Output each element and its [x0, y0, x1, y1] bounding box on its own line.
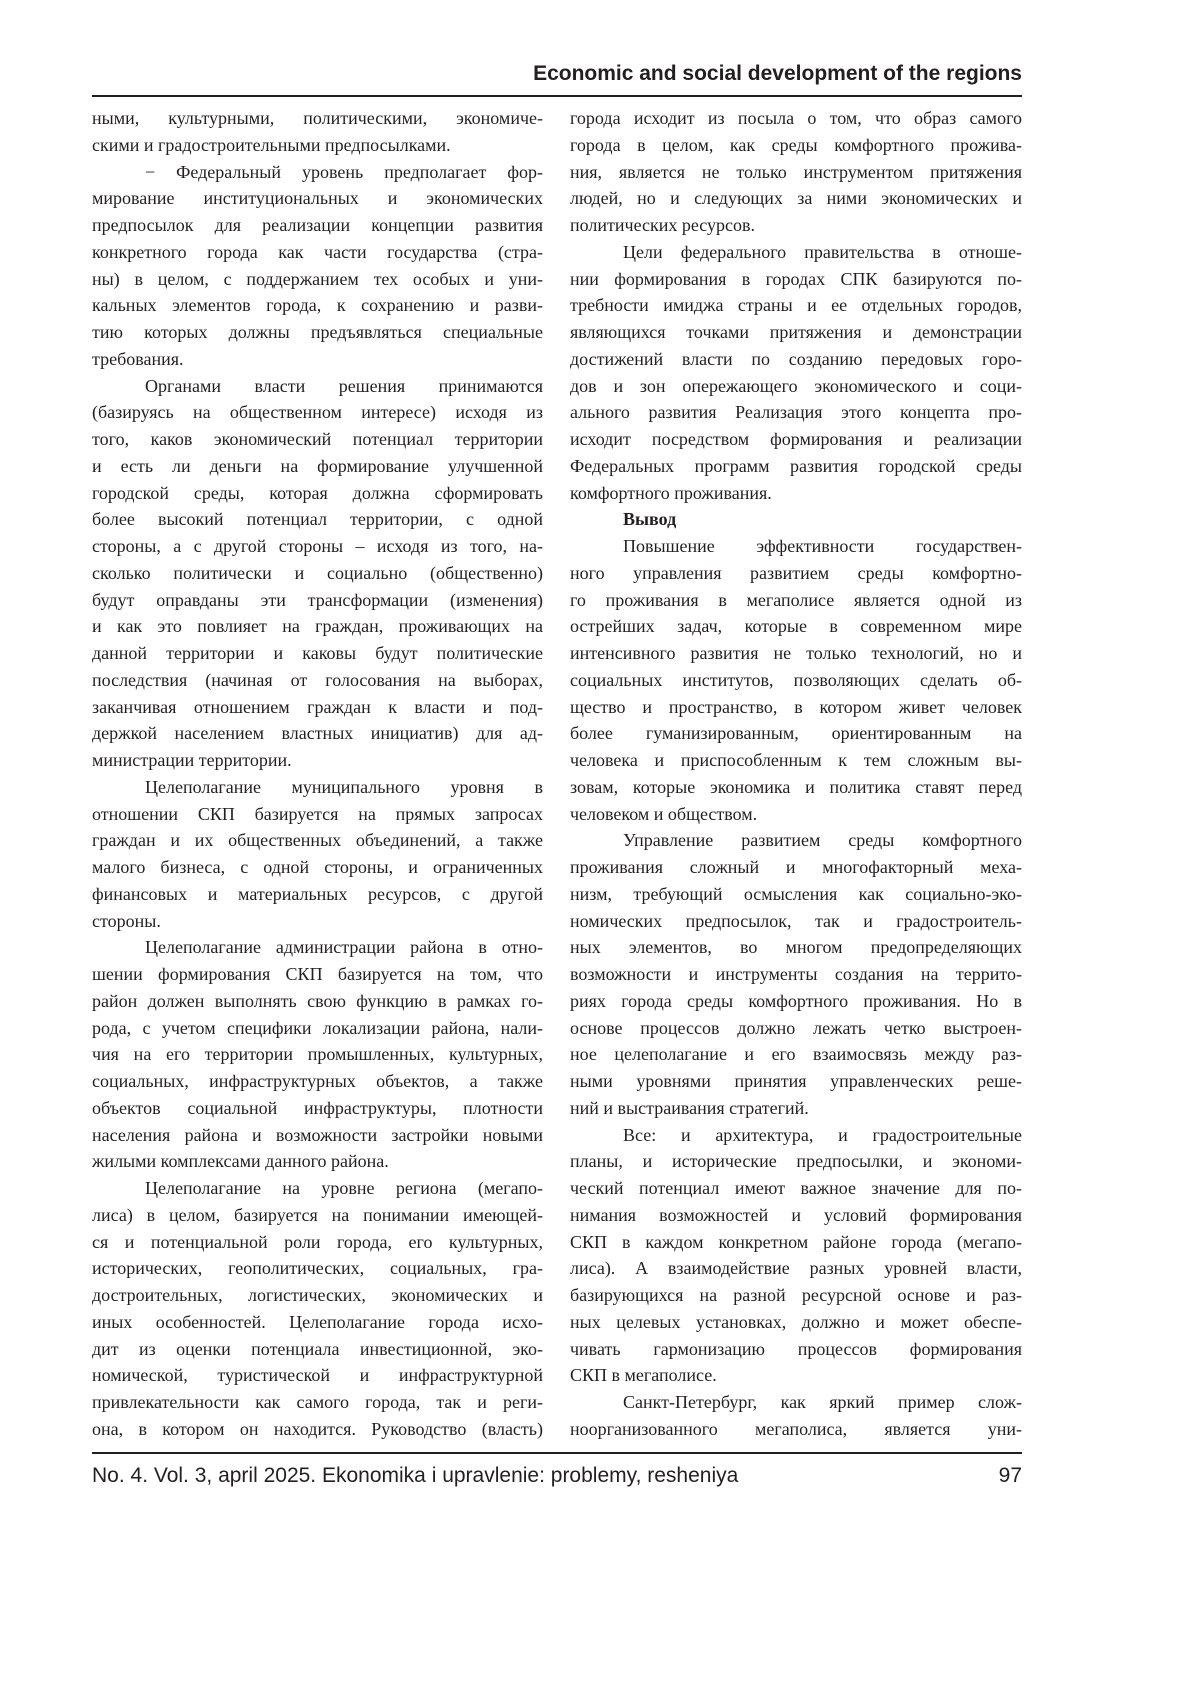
- text-line: рода, с учетом специфики локализации района, нали-: [92, 1015, 543, 1042]
- text-line: мирование институциональных и экономических: [92, 185, 543, 212]
- text-line: достижений власти по созданию передовых горо-: [570, 346, 1022, 373]
- text-line: человека и приспособленным к тем сложным вы-: [570, 747, 1022, 774]
- paragraph: [92, 159, 543, 373]
- text-line: нии формирования в городах СПК базируются по-: [570, 266, 1022, 293]
- text-line: острейших задач, которые в современном мире: [570, 613, 1022, 640]
- text-line: жилыми комплексами данного района.: [92, 1148, 543, 1175]
- text-line: финансовых и материальных ресурсов, с другой: [92, 881, 543, 908]
- text-line: граждан и их общественных объединений, а также: [92, 827, 543, 854]
- paragraph: [570, 1389, 1022, 1443]
- text-line: номической, туристической и инфраструктурной: [92, 1362, 543, 1389]
- text-line: Целеполагание администрации района в отно-: [92, 934, 543, 961]
- paragraph: [570, 533, 1022, 827]
- paragraph: [570, 239, 1022, 507]
- paragraph: [92, 105, 543, 159]
- text-line: социальных институтов, позволяющих сделать об-: [570, 667, 1022, 694]
- text-line: социальных, инфраструктурных объектов, а также: [92, 1068, 543, 1095]
- text-line: человеком и обществом.: [570, 801, 1022, 828]
- text-line: отношении СКП базируется на прямых запросах: [92, 801, 543, 828]
- text-line: Целеполагание муниципального уровня в: [92, 774, 543, 801]
- text-line: (базируясь на общественном интересе) исходя из: [92, 399, 543, 426]
- paragraph: [92, 774, 543, 935]
- footer-divider: [92, 1452, 1022, 1454]
- text-line: населения района и возможности застройки новыми: [92, 1122, 543, 1149]
- paragraph: [92, 373, 543, 774]
- text-line: объектов социальной инфраструктуры, плотности: [92, 1095, 543, 1122]
- text-line: нимания возможностей и условий формирования: [570, 1202, 1022, 1229]
- paragraph: [92, 1175, 543, 1443]
- text-line: Повышение эффективности государствен-: [570, 533, 1022, 560]
- paragraph: [570, 1122, 1022, 1390]
- text-line: риях города среды комфортного проживания. Но в: [570, 988, 1022, 1015]
- text-line: СКП в каждом конкретном районе города (мегапо-: [570, 1229, 1022, 1256]
- text-line: требования.: [92, 346, 543, 373]
- text-line: ся и потенциальной роли города, его культурных,: [92, 1229, 543, 1256]
- paragraph: [570, 827, 1022, 1121]
- text-line: министрации территории.: [92, 747, 543, 774]
- text-line: ны) в целом, с поддержанием тех особых и уни-: [92, 266, 543, 293]
- text-line: Санкт-Петербург, как яркий пример слож-: [570, 1389, 1022, 1416]
- text-line: малого бизнеса, с одной стороны, и ограниченных: [92, 854, 543, 881]
- text-line: иных особенностей. Целеполагание города исхо-: [92, 1309, 543, 1336]
- text-line: Федеральных программ развития городской среды: [570, 453, 1022, 480]
- text-line: кальных элементов города, к сохранению и разви-: [92, 292, 543, 319]
- text-line: возможности и инструменты создания на террито-: [570, 961, 1022, 988]
- section-heading: [570, 506, 1022, 533]
- text-line: ноорганизованного мегаполиса, является уни-: [570, 1416, 1022, 1443]
- text-line: политических ресурсов.: [570, 212, 1022, 239]
- running-header-title: Economic and social development of the regions: [533, 62, 1022, 86]
- page-number: 97: [999, 1464, 1022, 1488]
- text-line: исторических, геополитических, социальных, гра-: [92, 1255, 543, 1282]
- text-line: и есть ли деньги на формирование улучшенной: [92, 453, 543, 480]
- text-line: базирующихся на разной ресурсной основе и раз-: [570, 1282, 1022, 1309]
- text-line: привлекательности как самого города, так и реги-: [92, 1389, 543, 1416]
- text-line: предпосылок для реализации концепции развития: [92, 212, 543, 239]
- text-line: ных элементов, во многом предопределяющих: [570, 934, 1022, 961]
- text-line: лиса) в целом, базируется на понимании имеющей-: [92, 1202, 543, 1229]
- text-line: ального развития Реализация этого концепта про-: [570, 399, 1022, 426]
- text-line: ческий потенциал имеют важное значение для по-: [570, 1175, 1022, 1202]
- text-line: более высокий потенциал территории, с одной: [92, 506, 543, 533]
- text-line: Вывод: [570, 506, 1022, 533]
- text-line: людей, но и следующих за ними экономических и: [570, 185, 1022, 212]
- text-line: ных целевых установках, должно и может обеспе-: [570, 1309, 1022, 1336]
- text-line: дит из оценки потенциала инвестиционной, эко-: [92, 1336, 543, 1363]
- text-line: исходит посредством формирования и реализации: [570, 426, 1022, 453]
- text-line: номических предпосылок, так и градостроитель-: [570, 908, 1022, 935]
- text-line: ного управления развитием среды комфортно-: [570, 560, 1022, 587]
- text-line: того, каков экономический потенциал территории: [92, 426, 543, 453]
- text-line: стороны, а с другой стороны – исходя из того, на-: [92, 533, 543, 560]
- text-line: Управление развитием среды комфортного: [570, 827, 1022, 854]
- text-line: дов и зон опережающего экономического и соци-: [570, 373, 1022, 400]
- text-line: заканчивая отношением граждан к власти и под-: [92, 694, 543, 721]
- text-line: ными, культурными, политическими, экономиче-: [92, 105, 543, 132]
- header-divider: [92, 95, 1022, 97]
- text-line: ное целеполагание и его взаимосвязь между раз-: [570, 1041, 1022, 1068]
- text-line: го проживания в мегаполисе является одной из: [570, 587, 1022, 614]
- text-line: Целеполагание на уровне региона (мегапо-: [92, 1175, 543, 1202]
- text-line: последствия (начиная от голосования на выборах,: [92, 667, 543, 694]
- text-line: Все: и архитектура, и градостроительные: [570, 1122, 1022, 1149]
- text-line: основе процессов должно лежать четко выстроен-: [570, 1015, 1022, 1042]
- text-line: ния, является не только инструментом притяжения: [570, 159, 1022, 186]
- text-line: сколько политически и социально (общественно): [92, 560, 543, 587]
- text-line: проживания сложный и многофакторный меха-: [570, 854, 1022, 881]
- text-line: достроительных, логистических, экономических и: [92, 1282, 543, 1309]
- text-line: города исходит из посыла о том, что образ самого: [570, 105, 1022, 132]
- text-line: держкой населением властных инициатив) для ад-: [92, 720, 543, 747]
- text-line: − Федеральный уровень предполагает фор-: [92, 159, 543, 186]
- text-line: зовам, которые экономика и политика ставят перед: [570, 774, 1022, 801]
- text-line: являющихся точками притяжения и демонстрации: [570, 319, 1022, 346]
- text-line: планы, и исторические предпосылки, и экономи-: [570, 1148, 1022, 1175]
- text-line: Цели федерального правительства в отноше-: [570, 239, 1022, 266]
- text-line: Органами власти решения принимаются: [92, 373, 543, 400]
- text-line: ными уровнями принятия управленческих реше-: [570, 1068, 1022, 1095]
- text-line: чивать гармонизацию процессов формирования: [570, 1336, 1022, 1363]
- text-line: она, в котором он находится. Руководство (власть): [92, 1416, 543, 1443]
- text-line: скими и градостроительными предпосылками.: [92, 132, 543, 159]
- footer-journal-info: No. 4. Vol. 3, april 2025. Ekonomika i upravlenie: problemy, resheniya: [92, 1464, 738, 1488]
- text-line: лиса). А взаимодействие разных уровней власти,: [570, 1255, 1022, 1282]
- paragraph: [92, 934, 543, 1175]
- text-line: и как это повлияет на граждан, проживающих на: [92, 613, 543, 640]
- text-column-left: [92, 105, 543, 1443]
- text-line: чия на его территории промышленных, культурных,: [92, 1041, 543, 1068]
- text-line: интенсивного развития не только технологий, но и: [570, 640, 1022, 667]
- text-line: требности имиджа страны и ее отдельных городов,: [570, 292, 1022, 319]
- text-line: тию которых должны предъявляться специальные: [92, 319, 543, 346]
- text-line: низм, требующий осмысления как социально-эко-: [570, 881, 1022, 908]
- text-line: будут оправданы эти трансформации (изменения): [92, 587, 543, 614]
- text-line: городской среды, которая должна сформировать: [92, 480, 543, 507]
- text-line: щество и пространство, в котором живет человек: [570, 694, 1022, 721]
- paragraph: [570, 105, 1022, 239]
- text-line: шении формирования СКП базируется на том, что: [92, 961, 543, 988]
- text-line: комфортного проживания.: [570, 480, 1022, 507]
- text-column-right: [570, 105, 1022, 1443]
- text-line: конкретного города как части государства (стра-: [92, 239, 543, 266]
- text-line: стороны.: [92, 908, 543, 935]
- text-line: данной территории и каковы будут политические: [92, 640, 543, 667]
- text-line: район должен выполнять свою функцию в рамках го-: [92, 988, 543, 1015]
- text-line: города в целом, как среды комфортного прожива-: [570, 132, 1022, 159]
- text-line: более гуманизированным, ориентированным на: [570, 720, 1022, 747]
- text-line: СКП в мегаполисе.: [570, 1362, 1022, 1389]
- text-line: ний и выстраивания стратегий.: [570, 1095, 1022, 1122]
